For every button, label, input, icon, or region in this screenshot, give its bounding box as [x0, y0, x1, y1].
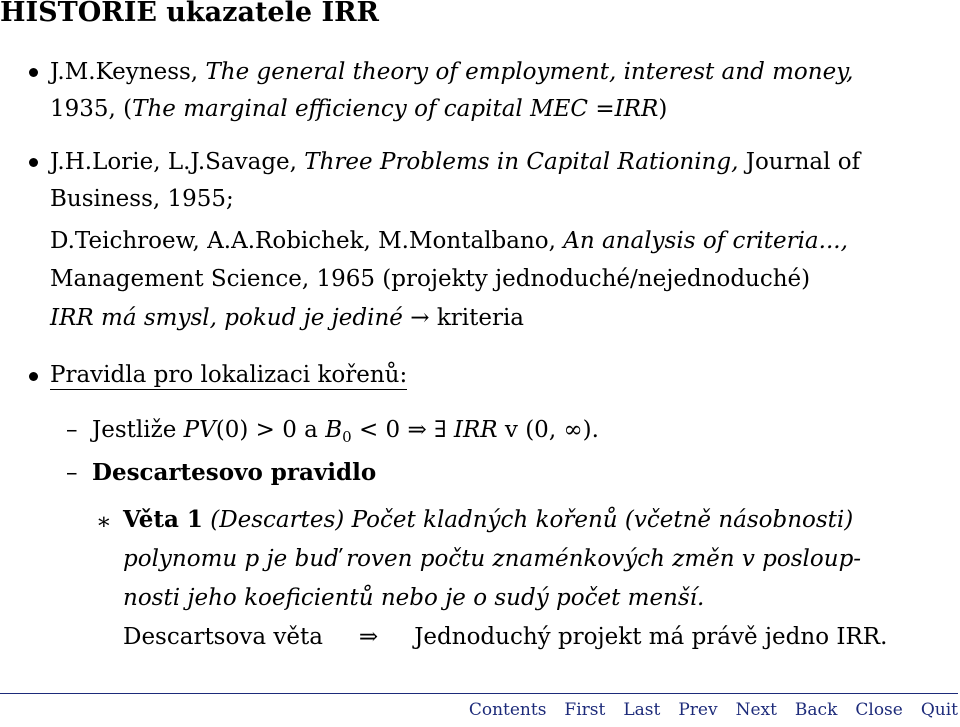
bullet-icon	[29, 158, 38, 167]
veta-line3: nosti jeho koeficientů nebo je o sudý počet menší.	[123, 585, 705, 611]
irr-kriteria: kriteria	[436, 305, 525, 331]
irr-statement: IRR má smysl, pokud je jediné	[50, 305, 403, 331]
rule1-sub: 0	[342, 428, 352, 446]
rules-heading: Pravidla pro lokalizaci kořenů:	[50, 362, 408, 388]
navigation-bar	[451, 700, 958, 720]
ref-keynes-title: The general theory of employment, interest and money,	[205, 59, 854, 85]
conclusion-line	[123, 622, 887, 652]
nav-prev-link[interactable]: Prev	[678, 700, 718, 720]
ref-teich-line2: Management Science, 1965 (projekty jednoduché/nejednoduché)	[50, 266, 811, 292]
conclusion-left: Descartsova věta	[123, 624, 323, 650]
rule1-pv: PV	[183, 417, 216, 443]
ref-teich-title: An analysis of criteria...,	[563, 228, 848, 254]
rule1-b: B	[325, 417, 343, 443]
slide-title: HISTORIE ukazatele IRR	[0, 0, 379, 28]
rule1-dash: –	[66, 417, 78, 443]
ref-keynes-line2	[50, 94, 667, 124]
rule1-prefix: Jestliže	[92, 417, 184, 443]
ref-lorie-line1	[50, 147, 860, 177]
ref-lorie-authors: J.H.Lorie, L.J.Savage,	[50, 149, 305, 175]
nav-quit-link[interactable]: Quit	[920, 700, 958, 720]
rule1-line	[92, 415, 599, 447]
nav-contents-link[interactable]: Contents	[468, 700, 547, 720]
ref-teich-line1	[50, 226, 848, 256]
nav-first-link[interactable]: First	[564, 700, 606, 720]
veta-line2: polynomu p je buď roven počtu znaménkových změn v posloup-	[123, 546, 862, 572]
ref-keynes-close: )	[658, 96, 668, 122]
ref-keynes-year: 1935, (	[50, 96, 133, 122]
nav-close-link[interactable]: Close	[855, 700, 903, 720]
ref-lorie-title: Three Problems in Capital Rationing,	[304, 149, 739, 175]
veta-text1: (Descartes) Počet kladných kořenů (včetně násobnosti)	[202, 507, 854, 533]
rule2-dash: –	[66, 460, 78, 486]
veta-line1	[123, 505, 853, 535]
rule2-heading: Descartesovo pravidlo	[92, 459, 377, 486]
conclusion-right: Jednoduchý projekt má právě jedno IRR.	[414, 624, 888, 650]
nav-back-link[interactable]: Back	[794, 700, 838, 720]
ref-keynes-line1	[50, 57, 853, 87]
rule1-mid: (0) > 0 a	[215, 417, 326, 443]
bullet-icon	[29, 372, 38, 381]
nav-next-link[interactable]: Next	[735, 700, 777, 720]
ref-teich-authors: D.Teichroew, A.A.Robichek, M.Montalbano,	[50, 228, 564, 254]
ref-lorie-line2: Business, 1955;	[50, 186, 234, 212]
rule1-cond: < 0 ⇒ ∃	[351, 417, 454, 443]
star-icon: ∗	[96, 509, 112, 535]
ref-keynes-subtitle: The marginal efficiency of capital MEC =IRR	[132, 96, 659, 122]
bullet-icon	[29, 68, 38, 77]
rule1-irr: IRR	[453, 417, 498, 443]
ref-lorie-journal: Journal of	[738, 149, 861, 175]
right-arrow-icon: →	[402, 305, 437, 331]
irr-statement-line	[50, 303, 524, 333]
nav-last-link[interactable]: Last	[623, 700, 661, 720]
ref-keynes-authors: J.M.Keyness,	[50, 59, 206, 85]
rules-heading-line	[50, 360, 407, 390]
footer-divider	[0, 693, 958, 694]
implies-arrow-icon: ⇒	[358, 624, 379, 650]
veta-label: Věta 1	[123, 506, 203, 533]
rule1-tail: v (0, ∞).	[497, 417, 599, 443]
